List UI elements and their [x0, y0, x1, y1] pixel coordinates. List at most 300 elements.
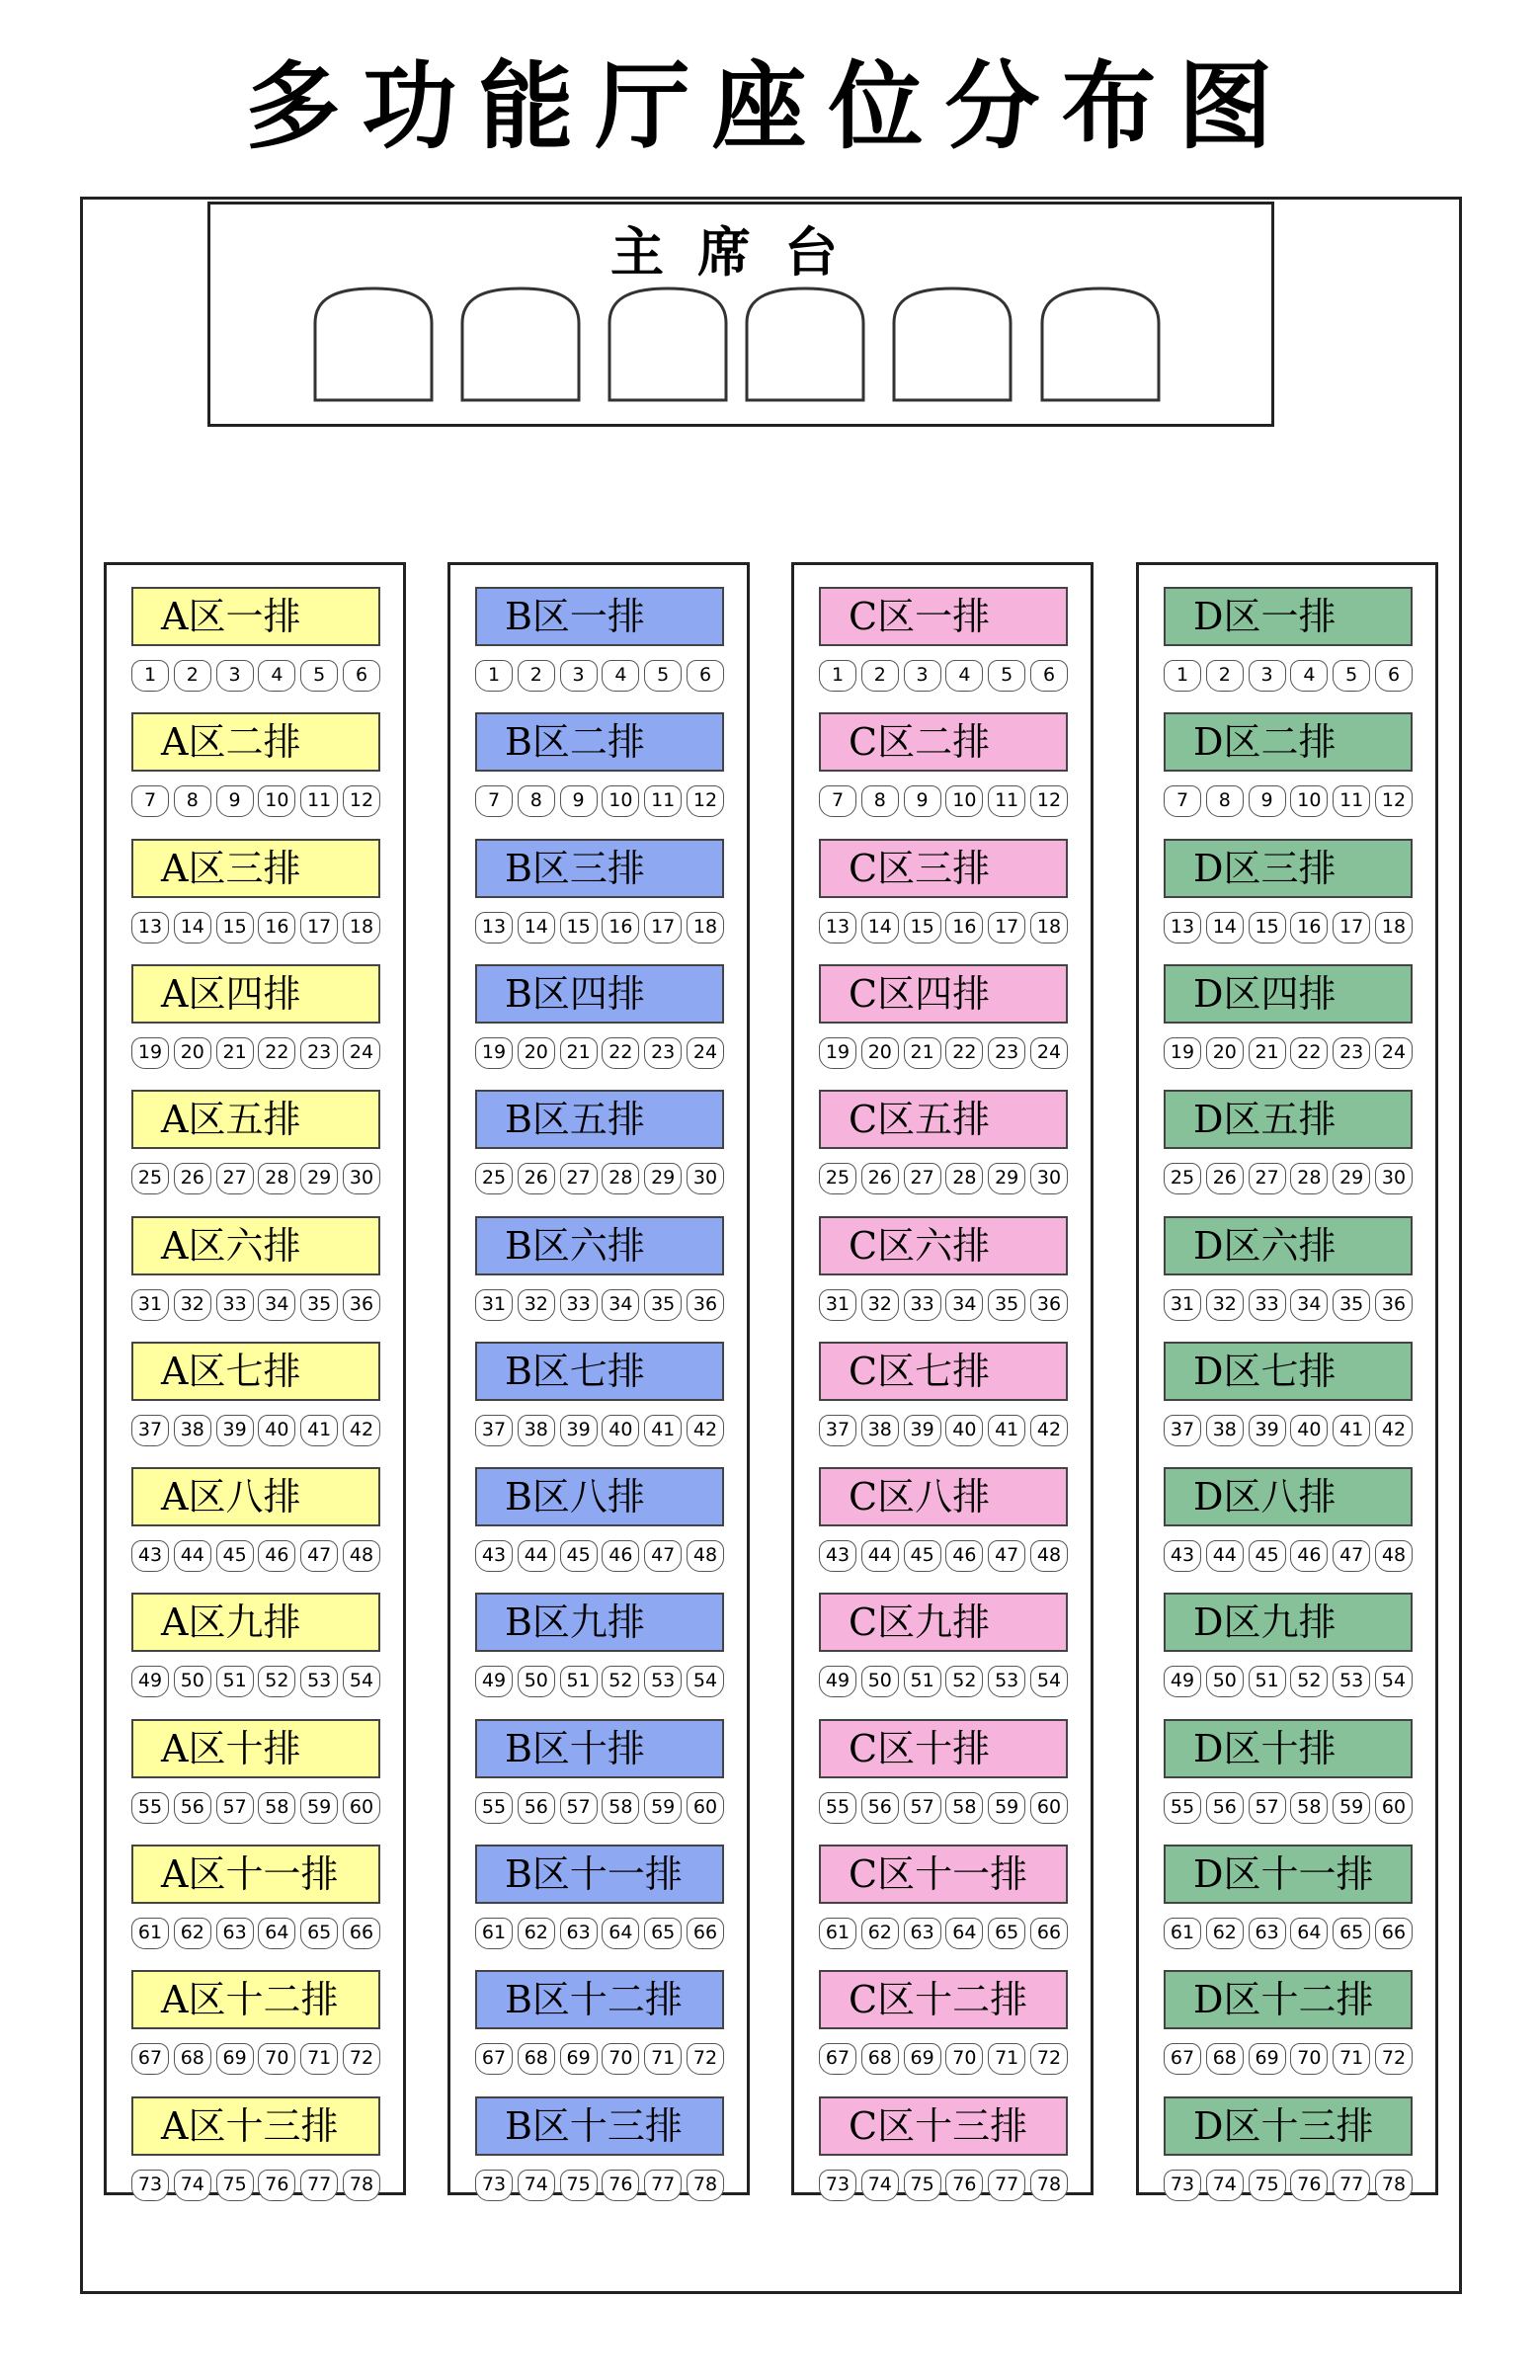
seat[interactable]: 46 — [1290, 1540, 1328, 1572]
seat[interactable]: 24 — [1030, 1037, 1068, 1069]
seat[interactable]: 42 — [1030, 1415, 1068, 1446]
seat[interactable]: 50 — [1206, 1666, 1244, 1697]
seat[interactable]: 59 — [300, 1792, 338, 1824]
seat[interactable]: 30 — [687, 1163, 724, 1194]
seat[interactable]: 58 — [1290, 1792, 1328, 1824]
seat[interactable]: 72 — [1030, 2043, 1068, 2075]
seat[interactable]: 10 — [1290, 785, 1328, 817]
seat[interactable]: 75 — [216, 2170, 254, 2201]
seat[interactable]: 1 — [475, 660, 513, 692]
seat[interactable]: 49 — [819, 1666, 856, 1697]
seat[interactable]: 57 — [216, 1792, 254, 1824]
seat[interactable]: 37 — [819, 1415, 856, 1446]
seat[interactable]: 71 — [988, 2043, 1025, 2075]
seat[interactable]: 77 — [644, 2170, 682, 2201]
seat[interactable]: 73 — [475, 2170, 513, 2201]
seat[interactable]: 21 — [560, 1037, 598, 1069]
seat[interactable]: 11 — [988, 785, 1025, 817]
seat[interactable]: 15 — [216, 912, 254, 944]
seat[interactable]: 56 — [174, 1792, 211, 1824]
seat[interactable]: 31 — [475, 1289, 513, 1321]
seat[interactable]: 69 — [1249, 2043, 1286, 2075]
seat[interactable]: 54 — [1030, 1666, 1068, 1697]
seat[interactable]: 68 — [1206, 2043, 1244, 2075]
seat[interactable]: 2 — [518, 660, 555, 692]
seat[interactable]: 8 — [518, 785, 555, 817]
seat[interactable]: 17 — [300, 912, 338, 944]
seat[interactable]: 43 — [1164, 1540, 1201, 1572]
seat[interactable]: 55 — [131, 1792, 169, 1824]
seat[interactable]: 18 — [687, 912, 724, 944]
seat[interactable]: 26 — [1206, 1163, 1244, 1194]
seat[interactable]: 78 — [1375, 2170, 1413, 2201]
seat[interactable]: 75 — [1249, 2170, 1286, 2201]
seat[interactable]: 27 — [216, 1163, 254, 1194]
seat[interactable]: 16 — [602, 912, 639, 944]
seat[interactable]: 3 — [904, 660, 941, 692]
seat[interactable]: 73 — [819, 2170, 856, 2201]
seat[interactable]: 52 — [1290, 1666, 1328, 1697]
seat[interactable]: 76 — [258, 2170, 295, 2201]
seat[interactable]: 57 — [904, 1792, 941, 1824]
seat[interactable]: 14 — [1206, 912, 1244, 944]
seat[interactable]: 60 — [1375, 1792, 1413, 1824]
seat[interactable]: 40 — [258, 1415, 295, 1446]
seat[interactable]: 43 — [475, 1540, 513, 1572]
seat[interactable]: 11 — [1333, 785, 1370, 817]
seat[interactable]: 66 — [1375, 1918, 1413, 1949]
seat[interactable]: 60 — [343, 1792, 380, 1824]
seat[interactable]: 67 — [475, 2043, 513, 2075]
seat[interactable]: 58 — [258, 1792, 295, 1824]
seat[interactable]: 59 — [1333, 1792, 1370, 1824]
seat[interactable]: 78 — [687, 2170, 724, 2201]
seat[interactable]: 63 — [560, 1918, 598, 1949]
seat[interactable]: 38 — [174, 1415, 211, 1446]
seat[interactable]: 40 — [1290, 1415, 1328, 1446]
seat[interactable]: 16 — [1290, 912, 1328, 944]
seat[interactable]: 74 — [518, 2170, 555, 2201]
seat[interactable]: 28 — [945, 1163, 983, 1194]
seat[interactable]: 70 — [1290, 2043, 1328, 2075]
seat[interactable]: 76 — [945, 2170, 983, 2201]
seat[interactable]: 41 — [1333, 1415, 1370, 1446]
seat[interactable]: 74 — [174, 2170, 211, 2201]
seat[interactable]: 13 — [819, 912, 856, 944]
seat[interactable]: 33 — [1249, 1289, 1286, 1321]
seat[interactable]: 24 — [687, 1037, 724, 1069]
seat[interactable]: 38 — [861, 1415, 899, 1446]
seat[interactable]: 27 — [1249, 1163, 1286, 1194]
seat[interactable]: 49 — [475, 1666, 513, 1697]
seat[interactable]: 22 — [602, 1037, 639, 1069]
seat[interactable]: 1 — [819, 660, 856, 692]
seat[interactable]: 68 — [518, 2043, 555, 2075]
seat[interactable]: 52 — [602, 1666, 639, 1697]
seat[interactable]: 34 — [258, 1289, 295, 1321]
seat[interactable]: 30 — [1375, 1163, 1413, 1194]
seat[interactable]: 71 — [1333, 2043, 1370, 2075]
seat[interactable]: 35 — [1333, 1289, 1370, 1321]
seat[interactable]: 44 — [1206, 1540, 1244, 1572]
seat[interactable]: 28 — [258, 1163, 295, 1194]
seat[interactable]: 29 — [1333, 1163, 1370, 1194]
seat[interactable]: 51 — [560, 1666, 598, 1697]
seat[interactable]: 46 — [945, 1540, 983, 1572]
seat[interactable]: 34 — [945, 1289, 983, 1321]
seat[interactable]: 21 — [216, 1037, 254, 1069]
seat[interactable]: 1 — [1164, 660, 1201, 692]
seat[interactable]: 58 — [602, 1792, 639, 1824]
seat[interactable]: 27 — [904, 1163, 941, 1194]
seat[interactable]: 54 — [1375, 1666, 1413, 1697]
seat[interactable]: 76 — [602, 2170, 639, 2201]
seat[interactable]: 25 — [819, 1163, 856, 1194]
seat[interactable]: 46 — [602, 1540, 639, 1572]
seat[interactable]: 57 — [560, 1792, 598, 1824]
seat[interactable]: 62 — [861, 1918, 899, 1949]
seat[interactable]: 5 — [644, 660, 682, 692]
seat[interactable]: 6 — [343, 660, 380, 692]
seat[interactable]: 69 — [216, 2043, 254, 2075]
seat[interactable]: 12 — [1375, 785, 1413, 817]
seat[interactable]: 7 — [131, 785, 169, 817]
seat[interactable]: 22 — [258, 1037, 295, 1069]
seat[interactable]: 42 — [687, 1415, 724, 1446]
seat[interactable]: 20 — [861, 1037, 899, 1069]
seat[interactable]: 76 — [1290, 2170, 1328, 2201]
seat[interactable]: 16 — [945, 912, 983, 944]
seat[interactable]: 69 — [560, 2043, 598, 2075]
seat[interactable]: 7 — [475, 785, 513, 817]
seat[interactable]: 39 — [560, 1415, 598, 1446]
seat[interactable]: 9 — [216, 785, 254, 817]
seat[interactable]: 47 — [988, 1540, 1025, 1572]
seat[interactable]: 47 — [300, 1540, 338, 1572]
seat[interactable]: 49 — [131, 1666, 169, 1697]
seat[interactable]: 26 — [174, 1163, 211, 1194]
seat[interactable]: 41 — [988, 1415, 1025, 1446]
seat[interactable]: 10 — [602, 785, 639, 817]
seat[interactable]: 35 — [644, 1289, 682, 1321]
seat[interactable]: 41 — [300, 1415, 338, 1446]
seat[interactable]: 6 — [1375, 660, 1413, 692]
seat[interactable]: 45 — [904, 1540, 941, 1572]
seat[interactable]: 31 — [819, 1289, 856, 1321]
seat[interactable]: 40 — [602, 1415, 639, 1446]
seat[interactable]: 53 — [644, 1666, 682, 1697]
seat[interactable]: 61 — [819, 1918, 856, 1949]
seat[interactable]: 45 — [216, 1540, 254, 1572]
seat[interactable]: 75 — [904, 2170, 941, 2201]
seat[interactable]: 71 — [644, 2043, 682, 2075]
seat[interactable]: 70 — [258, 2043, 295, 2075]
seat[interactable]: 42 — [1375, 1415, 1413, 1446]
seat[interactable]: 2 — [1206, 660, 1244, 692]
seat[interactable]: 51 — [216, 1666, 254, 1697]
seat[interactable]: 14 — [861, 912, 899, 944]
seat[interactable]: 67 — [131, 2043, 169, 2075]
seat[interactable]: 3 — [1249, 660, 1286, 692]
seat[interactable]: 5 — [1333, 660, 1370, 692]
seat[interactable]: 26 — [518, 1163, 555, 1194]
seat[interactable]: 66 — [1030, 1918, 1068, 1949]
seat[interactable]: 20 — [518, 1037, 555, 1069]
seat[interactable]: 13 — [475, 912, 513, 944]
seat[interactable]: 37 — [475, 1415, 513, 1446]
seat[interactable]: 67 — [819, 2043, 856, 2075]
seat[interactable]: 3 — [216, 660, 254, 692]
seat[interactable]: 74 — [1206, 2170, 1244, 2201]
seat[interactable]: 4 — [945, 660, 983, 692]
seat[interactable]: 33 — [216, 1289, 254, 1321]
seat[interactable]: 4 — [258, 660, 295, 692]
seat[interactable]: 37 — [1164, 1415, 1201, 1446]
seat[interactable]: 2 — [174, 660, 211, 692]
seat[interactable]: 14 — [174, 912, 211, 944]
seat[interactable]: 28 — [602, 1163, 639, 1194]
seat[interactable]: 28 — [1290, 1163, 1328, 1194]
seat[interactable]: 6 — [687, 660, 724, 692]
seat[interactable]: 72 — [1375, 2043, 1413, 2075]
seat[interactable]: 21 — [1249, 1037, 1286, 1069]
seat[interactable]: 29 — [644, 1163, 682, 1194]
seat[interactable]: 33 — [904, 1289, 941, 1321]
seat[interactable]: 59 — [988, 1792, 1025, 1824]
seat[interactable]: 78 — [1030, 2170, 1068, 2201]
seat[interactable]: 64 — [945, 1918, 983, 1949]
seat[interactable]: 15 — [1249, 912, 1286, 944]
seat[interactable]: 74 — [861, 2170, 899, 2201]
seat[interactable]: 68 — [861, 2043, 899, 2075]
seat[interactable]: 2 — [861, 660, 899, 692]
seat[interactable]: 30 — [343, 1163, 380, 1194]
seat[interactable]: 8 — [861, 785, 899, 817]
seat[interactable]: 78 — [343, 2170, 380, 2201]
seat[interactable]: 54 — [687, 1666, 724, 1697]
seat[interactable]: 51 — [1249, 1666, 1286, 1697]
seat[interactable]: 17 — [988, 912, 1025, 944]
seat[interactable]: 35 — [300, 1289, 338, 1321]
seat[interactable]: 7 — [819, 785, 856, 817]
seat[interactable]: 48 — [343, 1540, 380, 1572]
seat[interactable]: 9 — [560, 785, 598, 817]
seat[interactable]: 19 — [131, 1037, 169, 1069]
seat[interactable]: 47 — [644, 1540, 682, 1572]
seat[interactable]: 72 — [343, 2043, 380, 2075]
seat[interactable]: 31 — [1164, 1289, 1201, 1321]
seat[interactable]: 75 — [560, 2170, 598, 2201]
seat[interactable]: 53 — [300, 1666, 338, 1697]
seat[interactable]: 19 — [1164, 1037, 1201, 1069]
seat[interactable]: 48 — [687, 1540, 724, 1572]
seat[interactable]: 62 — [518, 1918, 555, 1949]
seat[interactable]: 23 — [1333, 1037, 1370, 1069]
seat[interactable]: 62 — [1206, 1918, 1244, 1949]
seat[interactable]: 41 — [644, 1415, 682, 1446]
seat[interactable]: 29 — [988, 1163, 1025, 1194]
seat[interactable]: 25 — [475, 1163, 513, 1194]
seat[interactable]: 58 — [945, 1792, 983, 1824]
seat[interactable]: 43 — [131, 1540, 169, 1572]
seat[interactable]: 39 — [1249, 1415, 1286, 1446]
seat[interactable]: 19 — [819, 1037, 856, 1069]
seat[interactable]: 49 — [1164, 1666, 1201, 1697]
seat[interactable]: 9 — [904, 785, 941, 817]
seat[interactable]: 67 — [1164, 2043, 1201, 2075]
seat[interactable]: 73 — [1164, 2170, 1201, 2201]
seat[interactable]: 7 — [1164, 785, 1201, 817]
seat[interactable]: 17 — [644, 912, 682, 944]
seat[interactable]: 34 — [1290, 1289, 1328, 1321]
seat[interactable]: 64 — [602, 1918, 639, 1949]
seat[interactable]: 65 — [1333, 1918, 1370, 1949]
seat[interactable]: 40 — [945, 1415, 983, 1446]
seat[interactable]: 11 — [300, 785, 338, 817]
seat[interactable]: 18 — [1030, 912, 1068, 944]
seat[interactable]: 25 — [1164, 1163, 1201, 1194]
seat[interactable]: 77 — [988, 2170, 1025, 2201]
seat[interactable]: 43 — [819, 1540, 856, 1572]
seat[interactable]: 65 — [300, 1918, 338, 1949]
seat[interactable]: 4 — [1290, 660, 1328, 692]
seat[interactable]: 45 — [560, 1540, 598, 1572]
seat[interactable]: 1 — [131, 660, 169, 692]
seat[interactable]: 61 — [131, 1918, 169, 1949]
seat[interactable]: 9 — [1249, 785, 1286, 817]
seat[interactable]: 64 — [258, 1918, 295, 1949]
seat[interactable]: 23 — [644, 1037, 682, 1069]
seat[interactable]: 10 — [945, 785, 983, 817]
seat[interactable]: 20 — [174, 1037, 211, 1069]
seat[interactable]: 52 — [945, 1666, 983, 1697]
seat[interactable]: 23 — [988, 1037, 1025, 1069]
seat[interactable]: 47 — [1333, 1540, 1370, 1572]
seat[interactable]: 48 — [1030, 1540, 1068, 1572]
seat[interactable]: 63 — [904, 1918, 941, 1949]
seat[interactable]: 23 — [300, 1037, 338, 1069]
seat[interactable]: 77 — [1333, 2170, 1370, 2201]
seat[interactable]: 39 — [216, 1415, 254, 1446]
seat[interactable]: 32 — [174, 1289, 211, 1321]
seat[interactable]: 77 — [300, 2170, 338, 2201]
seat[interactable]: 32 — [1206, 1289, 1244, 1321]
seat[interactable]: 60 — [687, 1792, 724, 1824]
seat[interactable]: 12 — [1030, 785, 1068, 817]
seat[interactable]: 29 — [300, 1163, 338, 1194]
seat[interactable]: 30 — [1030, 1163, 1068, 1194]
seat[interactable]: 24 — [343, 1037, 380, 1069]
seat[interactable]: 55 — [819, 1792, 856, 1824]
seat[interactable]: 72 — [687, 2043, 724, 2075]
seat[interactable]: 62 — [174, 1918, 211, 1949]
seat[interactable]: 42 — [343, 1415, 380, 1446]
seat[interactable]: 66 — [687, 1918, 724, 1949]
seat[interactable]: 57 — [1249, 1792, 1286, 1824]
seat[interactable]: 10 — [258, 785, 295, 817]
seat[interactable]: 54 — [343, 1666, 380, 1697]
seat[interactable]: 55 — [475, 1792, 513, 1824]
seat[interactable]: 65 — [988, 1918, 1025, 1949]
seat[interactable]: 8 — [1206, 785, 1244, 817]
seat[interactable]: 25 — [131, 1163, 169, 1194]
seat[interactable]: 71 — [300, 2043, 338, 2075]
seat[interactable]: 6 — [1030, 660, 1068, 692]
seat[interactable]: 48 — [1375, 1540, 1413, 1572]
seat[interactable]: 36 — [343, 1289, 380, 1321]
seat[interactable]: 13 — [131, 912, 169, 944]
seat[interactable]: 56 — [861, 1792, 899, 1824]
seat[interactable]: 36 — [687, 1289, 724, 1321]
seat[interactable]: 56 — [1206, 1792, 1244, 1824]
seat[interactable]: 39 — [904, 1415, 941, 1446]
seat[interactable]: 15 — [560, 912, 598, 944]
seat[interactable]: 12 — [343, 785, 380, 817]
seat[interactable]: 68 — [174, 2043, 211, 2075]
seat[interactable]: 14 — [518, 912, 555, 944]
seat[interactable]: 34 — [602, 1289, 639, 1321]
seat[interactable]: 20 — [1206, 1037, 1244, 1069]
seat[interactable]: 46 — [258, 1540, 295, 1572]
seat[interactable]: 55 — [1164, 1792, 1201, 1824]
seat[interactable]: 5 — [300, 660, 338, 692]
seat[interactable]: 38 — [1206, 1415, 1244, 1446]
seat[interactable]: 63 — [1249, 1918, 1286, 1949]
seat[interactable]: 36 — [1375, 1289, 1413, 1321]
seat[interactable]: 37 — [131, 1415, 169, 1446]
seat[interactable]: 61 — [1164, 1918, 1201, 1949]
seat[interactable]: 27 — [560, 1163, 598, 1194]
seat[interactable]: 33 — [560, 1289, 598, 1321]
seat[interactable]: 52 — [258, 1666, 295, 1697]
seat[interactable]: 69 — [904, 2043, 941, 2075]
seat[interactable]: 73 — [131, 2170, 169, 2201]
seat[interactable]: 50 — [861, 1666, 899, 1697]
seat[interactable]: 22 — [945, 1037, 983, 1069]
seat[interactable]: 53 — [1333, 1666, 1370, 1697]
seat[interactable]: 65 — [644, 1918, 682, 1949]
seat[interactable]: 31 — [131, 1289, 169, 1321]
seat[interactable]: 70 — [602, 2043, 639, 2075]
seat[interactable]: 61 — [475, 1918, 513, 1949]
seat[interactable]: 16 — [258, 912, 295, 944]
seat[interactable]: 12 — [687, 785, 724, 817]
seat[interactable]: 17 — [1333, 912, 1370, 944]
seat[interactable]: 44 — [518, 1540, 555, 1572]
seat[interactable]: 22 — [1290, 1037, 1328, 1069]
seat[interactable]: 56 — [518, 1792, 555, 1824]
seat[interactable]: 38 — [518, 1415, 555, 1446]
seat[interactable]: 24 — [1375, 1037, 1413, 1069]
seat[interactable]: 59 — [644, 1792, 682, 1824]
seat[interactable]: 35 — [988, 1289, 1025, 1321]
seat[interactable]: 70 — [945, 2043, 983, 2075]
seat[interactable]: 51 — [904, 1666, 941, 1697]
seat[interactable]: 50 — [174, 1666, 211, 1697]
seat[interactable]: 8 — [174, 785, 211, 817]
seat[interactable]: 53 — [988, 1666, 1025, 1697]
seat[interactable]: 19 — [475, 1037, 513, 1069]
seat[interactable]: 44 — [861, 1540, 899, 1572]
seat[interactable]: 3 — [560, 660, 598, 692]
seat[interactable]: 44 — [174, 1540, 211, 1572]
seat[interactable]: 15 — [904, 912, 941, 944]
seat[interactable]: 63 — [216, 1918, 254, 1949]
seat[interactable]: 64 — [1290, 1918, 1328, 1949]
seat[interactable]: 36 — [1030, 1289, 1068, 1321]
seat[interactable]: 32 — [861, 1289, 899, 1321]
seat[interactable]: 21 — [904, 1037, 941, 1069]
